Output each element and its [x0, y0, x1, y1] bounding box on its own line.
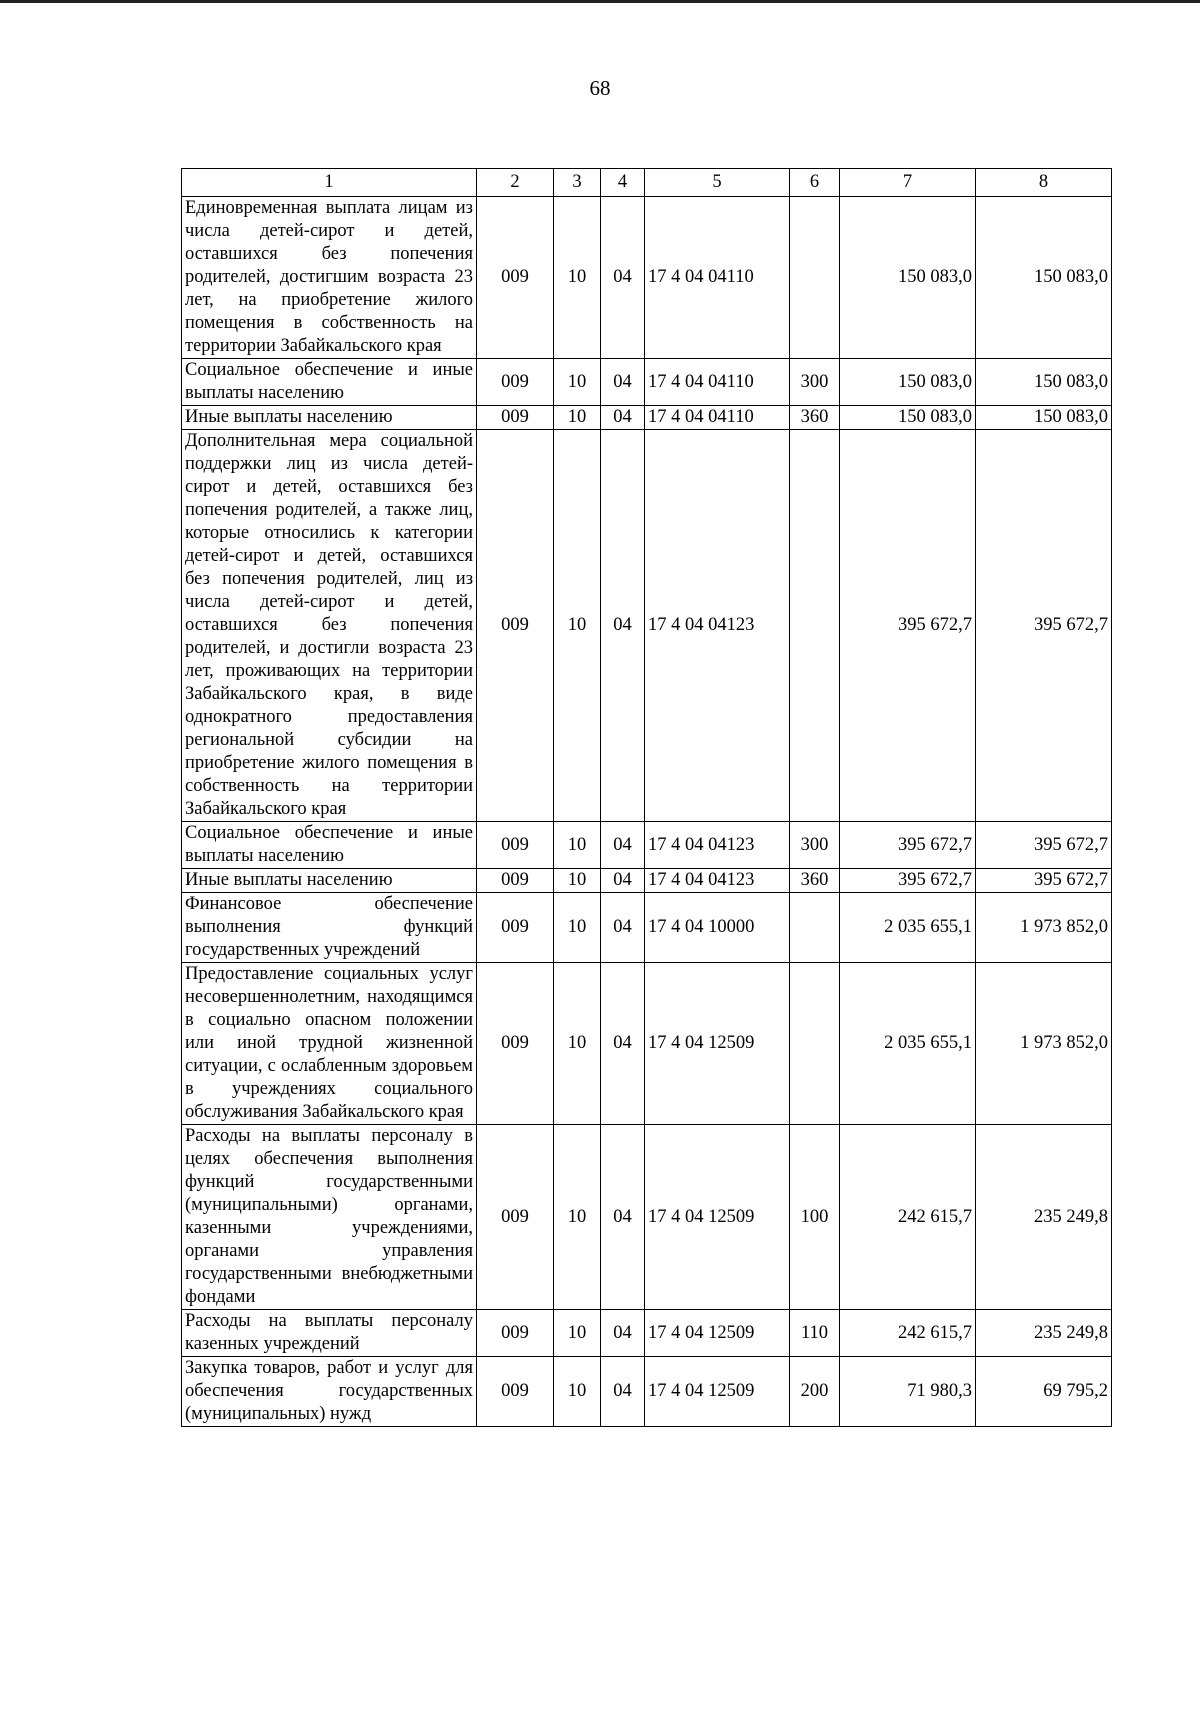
- row-target-code: 17 4 04 04123: [645, 869, 790, 893]
- row-target-code: 17 4 04 12509: [645, 1125, 790, 1310]
- row-expense-type: [790, 430, 840, 822]
- row-subsection: 04: [601, 963, 645, 1125]
- row-sum-2: 395 672,7: [976, 869, 1112, 893]
- table-row: [182, 963, 1112, 1125]
- row-sum-1: 150 083,0: [840, 197, 976, 359]
- row-target-code: 17 4 04 04123: [645, 430, 790, 822]
- row-sum-2: 150 083,0: [976, 359, 1112, 406]
- row-name: Закупка товаров, работ и услуг для обеспечения государственных (муниципальных) нужд: [182, 1357, 477, 1427]
- row-sum-2: 235 249,8: [976, 1125, 1112, 1310]
- row-expense-type: 360: [790, 869, 840, 893]
- row-sum-2: 395 672,7: [976, 822, 1112, 869]
- row-sum-1: 242 615,7: [840, 1125, 976, 1310]
- row-name: Социальное обеспечение и иные выплаты населению: [182, 822, 477, 869]
- row-grbs: 009: [477, 869, 554, 893]
- table-row: [182, 893, 1112, 963]
- row-subsection: 04: [601, 197, 645, 359]
- row-grbs: 009: [477, 1310, 554, 1357]
- row-subsection: 04: [601, 406, 645, 430]
- row-name: Расходы на выплаты персоналу казенных учреждений: [182, 1310, 477, 1357]
- table-row: [182, 197, 1112, 359]
- table-row: [182, 869, 1112, 893]
- row-sum-1: 71 980,3: [840, 1357, 976, 1427]
- table-row: [182, 1125, 1112, 1310]
- row-section: 10: [554, 963, 601, 1125]
- row-sum-2: 1 973 852,0: [976, 963, 1112, 1125]
- row-target-code: 17 4 04 04110: [645, 406, 790, 430]
- row-section: 10: [554, 893, 601, 963]
- row-grbs: 009: [477, 406, 554, 430]
- row-section: 10: [554, 406, 601, 430]
- row-expense-type: 360: [790, 406, 840, 430]
- row-target-code: 17 4 04 10000: [645, 893, 790, 963]
- header-row: [182, 169, 1112, 197]
- row-target-code: 17 4 04 12509: [645, 963, 790, 1125]
- row-target-code: 17 4 04 04123: [645, 822, 790, 869]
- row-expense-type: [790, 197, 840, 359]
- row-section: 10: [554, 197, 601, 359]
- row-grbs: 009: [477, 1125, 554, 1310]
- row-grbs: 009: [477, 963, 554, 1125]
- row-subsection: 04: [601, 1357, 645, 1427]
- row-name: Расходы на выплаты персоналу в целях обеспечения выполнения функций государственными (муниципальными) органами, казенными учреждениями, органами управления государственными внебюджетными фондами: [182, 1125, 477, 1310]
- row-grbs: 009: [477, 1357, 554, 1427]
- row-sum-1: 395 672,7: [840, 822, 976, 869]
- row-section: 10: [554, 869, 601, 893]
- row-sum-2: 395 672,7: [976, 430, 1112, 822]
- table-row: [182, 406, 1112, 430]
- row-expense-type: [790, 963, 840, 1125]
- budget-table: [181, 168, 1112, 1427]
- row-sum-2: 150 083,0: [976, 197, 1112, 359]
- table-row: [182, 1357, 1112, 1427]
- row-sum-1: 150 083,0: [840, 406, 976, 430]
- table-row: [182, 1310, 1112, 1357]
- row-grbs: 009: [477, 430, 554, 822]
- row-section: 10: [554, 822, 601, 869]
- row-target-code: 17 4 04 04110: [645, 197, 790, 359]
- header-col-8: 8: [976, 169, 1112, 197]
- row-grbs: 009: [477, 893, 554, 963]
- row-grbs: 009: [477, 197, 554, 359]
- row-sum-2: 235 249,8: [976, 1310, 1112, 1357]
- row-sum-1: 242 615,7: [840, 1310, 976, 1357]
- row-sum-2: 150 083,0: [976, 406, 1112, 430]
- row-name: Единовременная выплата лицам из числа детей-сирот и детей, оставшихся без попечения родителей, достигшим возраста 23 лет, на приобретение жилого помещения в собственность на территории Забайкальского края: [182, 197, 477, 359]
- row-section: 10: [554, 359, 601, 406]
- header-col-3: 3: [554, 169, 601, 197]
- page-number: 68: [589, 76, 611, 100]
- row-expense-type: 300: [790, 359, 840, 406]
- header-col-6: 6: [790, 169, 840, 197]
- row-grbs: 009: [477, 359, 554, 406]
- row-sum-1: 2 035 655,1: [840, 963, 976, 1125]
- row-grbs: 009: [477, 822, 554, 869]
- row-subsection: 04: [601, 359, 645, 406]
- header-col-1: 1: [182, 169, 477, 197]
- row-section: 10: [554, 1310, 601, 1357]
- row-name: Иные выплаты населению: [182, 869, 477, 893]
- row-section: 10: [554, 1125, 601, 1310]
- row-sum-1: 395 672,7: [840, 430, 976, 822]
- row-section: 10: [554, 430, 601, 822]
- row-expense-type: [790, 893, 840, 963]
- row-subsection: 04: [601, 822, 645, 869]
- row-section: 10: [554, 1357, 601, 1427]
- row-expense-type: 100: [790, 1125, 840, 1310]
- header-col-4: 4: [601, 169, 645, 197]
- row-name: Иные выплаты населению: [182, 406, 477, 430]
- table-row: [182, 430, 1112, 822]
- row-target-code: 17 4 04 04110: [645, 359, 790, 406]
- row-sum-2: 1 973 852,0: [976, 893, 1112, 963]
- row-sum-1: 150 083,0: [840, 359, 976, 406]
- header-col-5: 5: [645, 169, 790, 197]
- row-expense-type: 110: [790, 1310, 840, 1357]
- row-subsection: 04: [601, 893, 645, 963]
- row-name: Предоставление социальных услуг несовершеннолетним, находящимся в социально опасном положении или иной трудной жизненной ситуации, с ослабленным здоровьем в учреждениях социального обслуживания Забайкальского края: [182, 963, 477, 1125]
- row-sum-1: 395 672,7: [840, 869, 976, 893]
- row-sum-2: 69 795,2: [976, 1357, 1112, 1427]
- row-sum-1: 2 035 655,1: [840, 893, 976, 963]
- row-subsection: 04: [601, 430, 645, 822]
- row-subsection: 04: [601, 1125, 645, 1310]
- row-expense-type: 300: [790, 822, 840, 869]
- row-target-code: 17 4 04 12509: [645, 1357, 790, 1427]
- table-row: [182, 359, 1112, 406]
- row-name: Финансовое обеспечение выполнения функций государственных учреждений: [182, 893, 477, 963]
- header-col-2: 2: [477, 169, 554, 197]
- row-subsection: 04: [601, 869, 645, 893]
- row-expense-type: 200: [790, 1357, 840, 1427]
- table-header: [182, 169, 1112, 197]
- table-body: [182, 197, 1112, 1427]
- row-name: Дополнительная мера социальной поддержки лиц из числа детей-сирот и детей, оставшихся без попечения родителей, а также лиц, которые относились к категории детей-сирот и детей, оставшихся без попечения родителей, лиц из числа детей-сирот и детей, оставшихся без попечения родителей, и достигли возраста 23 лет, проживающих на территории Забайкальского края, в виде однократного предоставления региональной субсидии на приобретение жилого помещения в собственность на территории Забайкальского края: [182, 430, 477, 822]
- row-name: Социальное обеспечение и иные выплаты населению: [182, 359, 477, 406]
- top-border-line: [0, 0, 1200, 3]
- table-row: [182, 822, 1112, 869]
- header-col-7: 7: [840, 169, 976, 197]
- row-subsection: 04: [601, 1310, 645, 1357]
- row-target-code: 17 4 04 12509: [645, 1310, 790, 1357]
